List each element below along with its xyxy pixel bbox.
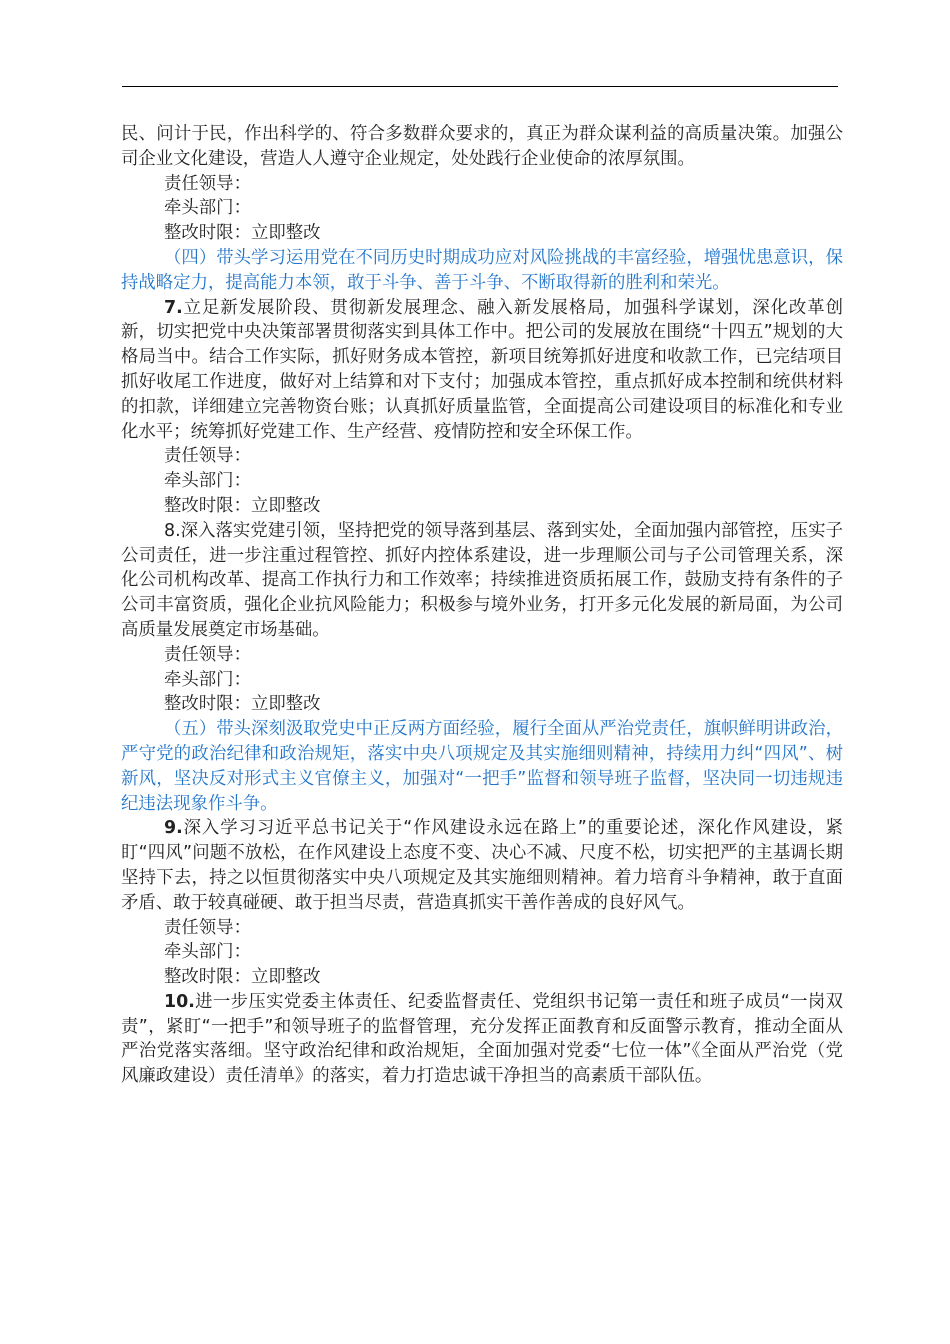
lead-department: 牵头部门： (164, 198, 251, 219)
item-8: 8.深入落实党建引领，坚持把党的领导落到基层、落到实处，全面加强内部管控，压实子公司责任，进一步注重过程管控、抓好内控体系建设，进一步理顺公司与子公司管理关系，深化公司机构改革、提高工作执行力和工作效率；持续推进资质拓展工作，鼓励支持有条件的子公司丰富资质，强化企业抗风险能力；积极参与境外业务，打开多元化发展的新局面，为公司高质量发展奠定市场基础。 (121, 520, 843, 640)
item-10 (121, 990, 843, 1089)
item-9 (121, 816, 843, 915)
deadline: 整改时限：立即整改 (164, 694, 321, 715)
item-10-number: 10. (164, 991, 195, 1012)
deadline: 整改时限：立即整改 (164, 967, 321, 988)
section-heading-4: （四）带头学习运用党在不同历史时期成功应对风险挑战的丰富经验，增强忧患意识，保持战略定力，提高能力本领，敢于斗争、善于斗争、不断取得新的胜利和荣光。 (121, 247, 843, 293)
lead-department: 牵头部门： (164, 942, 251, 963)
lead-department: 牵头部门： (164, 471, 251, 492)
item-7-text: 立足新发展阶段、贯彻新发展理念、融入新发展格局，加强科学谋划，深化改革创新，切实把党中央决策部署贯彻落实到具体工作中。把公司的发展放在围绕“十四五”规划的大格局当中。结合工作实际，抓好财务成本管控，新项目统筹抓好进度和收款工作，已完结项目抓好收尾工作进度，做好对上结算和对下支付；加强成本管控，重点抓好成本控制和统供材料的扣款，详细建立完善物资台账；认真抓好质量监管，全面提高公司建设项目的标准化和专业化水平；统筹抓好党建工作、生产经营、疫情防控和安全环保工作。 (121, 297, 843, 442)
item-7-number: 7. (164, 297, 183, 318)
section-heading-5: （五）带头深刻汲取党史中正反两方面经验，履行全面从严治党责任，旗帜鲜明讲政治，严守党的政治纪律和政治规矩，落实中央八项规定及其实施细则精神，持续用力纠“四风”、树新风，坚决反对形式主义官僚主义，加强对“一把手”监督和领导班子监督，坚决同一切违规违纪违法现象作斗争。 (121, 719, 843, 814)
paragraph-continuation: 民、问计于民，作出科学的、符合多数群众要求的，真正为群众谋利益的高质量决策。加强公司企业文化建设，营造人人遵守企业规定，处处践行企业使命的浓厚氛围。 (121, 124, 843, 169)
responsible-leader: 责任领导： (164, 644, 251, 665)
lead-department: 牵头部门： (164, 669, 251, 690)
responsible-leader: 责任领导： (164, 173, 251, 194)
item-9-number: 9. (164, 818, 183, 839)
responsible-leader: 责任领导： (164, 917, 251, 938)
item-9-text: 深入学习习近平总书记关于“作风建设永远在路上”的重要论述，深化作风建设，紧盯“四风”问题不放松，在作风建设上态度不变、决心不减、尺度不松，切实把严的主基调长期坚持下去，持之以恒贯彻落实中央八项规定及其实施细则精神。着力培育斗争精神，敢于直面矛盾、敢于较真碰硬、敢于担当尽责，营造真抓实干善作善成的良好风气。 (121, 818, 843, 913)
deadline: 整改时限：立即整改 (164, 223, 321, 244)
header-rule (122, 86, 838, 87)
responsible-leader: 责任领导： (164, 446, 251, 467)
item-7 (121, 296, 843, 445)
document-body (121, 122, 843, 1089)
deadline: 整改时限：立即整改 (164, 495, 321, 516)
item-10-text: 进一步压实党委主体责任、纪委监督责任、党组织书记第一责任和班子成员“一岗双责”，紧盯“一把手”和领导班子的监督管理，充分发挥正面教育和反面警示教育，推动全面从严治党落实落细。坚守政治纪律和政治规矩，全面加强对党委“七位一体”《全面从严治党（党风廉政建设）责任清单》的落实，着力打造忠诚干净担当的高素质干部队伍。 (121, 991, 843, 1087)
